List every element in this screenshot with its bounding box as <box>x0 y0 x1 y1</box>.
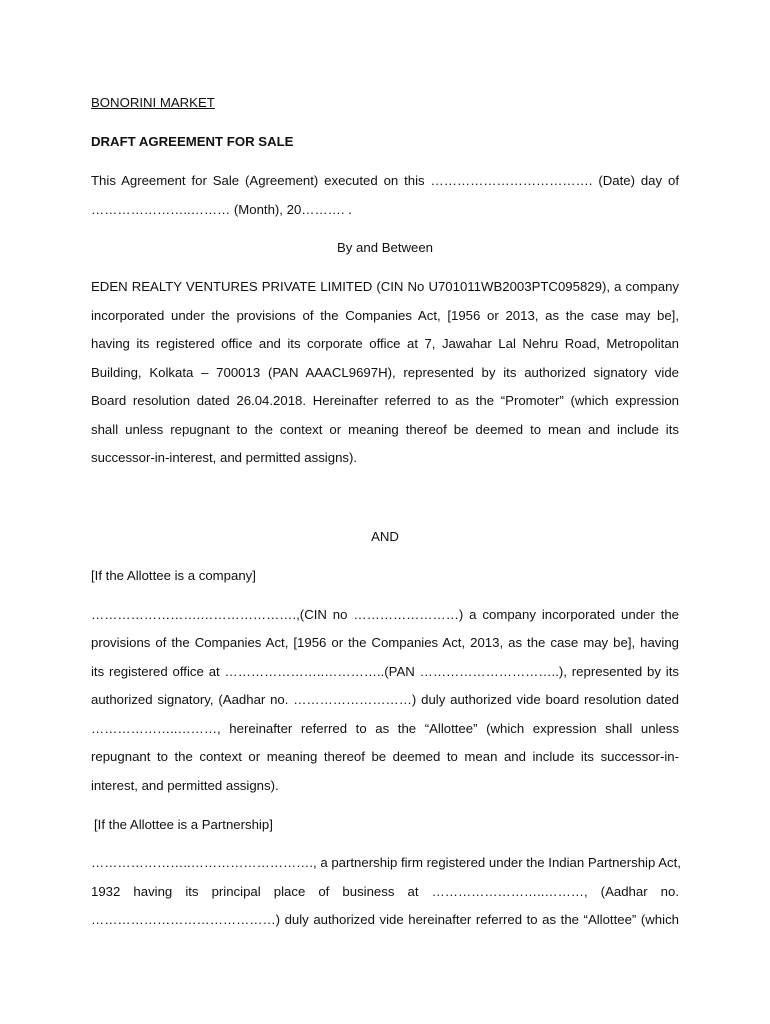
promoter-line: successor-in-interest, and permitted assigns). <box>91 450 358 465</box>
company-line: its registered office at …………………..…………..(PAN …………………………..), represented by its <box>91 664 679 679</box>
and-label: AND <box>371 529 399 544</box>
company-line: repugnant to the context or meaning thereof be deemed to mean and include its successor-in- <box>91 749 679 764</box>
intro-line: …………………..……… (Month), 20………. . <box>91 202 352 217</box>
partnership-line: …………………..………………………., a partnership firm registered under the Indian Partnership Act, <box>91 855 681 870</box>
company-line: ………………..………, hereinafter referred to as the “Allottee” (which expression shall unless <box>91 721 679 736</box>
company-line: authorized signatory, (Aadhar no. ………………………) duly authorized vide board resolution dated <box>91 692 679 707</box>
company-heading: [If the Allottee is a company] <box>91 568 256 583</box>
company-line: …………………….………………….,(CIN no ……………………) a company incorporated under the <box>91 607 679 622</box>
partnership-heading: [If the Allottee is a Partnership] <box>94 817 273 832</box>
partnership-line: 1932 having its principal place of business at ……………………..………, (Aadhar no. <box>91 884 679 899</box>
company-line: interest, and permitted assigns). <box>91 778 279 793</box>
market-name: BONORINI MARKET <box>91 95 215 110</box>
company-line: provisions of the Companies Act, [1956 or the Companies Act, 2013, as the case may be], having <box>91 635 679 650</box>
partnership-line: ……………………………………) duly authorized vide hereinafter referred to as the “Allottee” (which <box>91 912 679 927</box>
promoter-line: having its registered office and its corporate office at 7, Jawahar Lal Nehru Road, Metropolitan <box>91 336 679 351</box>
intro-line: This Agreement for Sale (Agreement) executed on this ………………………………. (Date) day of <box>91 173 679 188</box>
promoter-line: Board resolution dated 26.04.2018. Hereinafter referred to as the “Promoter” (which expression <box>91 393 679 408</box>
promoter-line: shall unless repugnant to the context or meaning thereof be deemed to mean and include its <box>91 422 679 437</box>
promoter-line: EDEN REALTY VENTURES PRIVATE LIMITED (CIN No U701011WB2003PTC095829), a company <box>91 279 679 294</box>
document-title: DRAFT AGREEMENT FOR SALE <box>91 134 294 149</box>
promoter-line: Building, Kolkata – 700013 (PAN AAACL9697H), represented by its authorized signatory vide <box>91 365 679 380</box>
by-and-between: By and Between <box>336 240 434 255</box>
promoter-line: incorporated under the provisions of the Companies Act, [1956 or 2013, as the case may be], <box>91 308 679 323</box>
